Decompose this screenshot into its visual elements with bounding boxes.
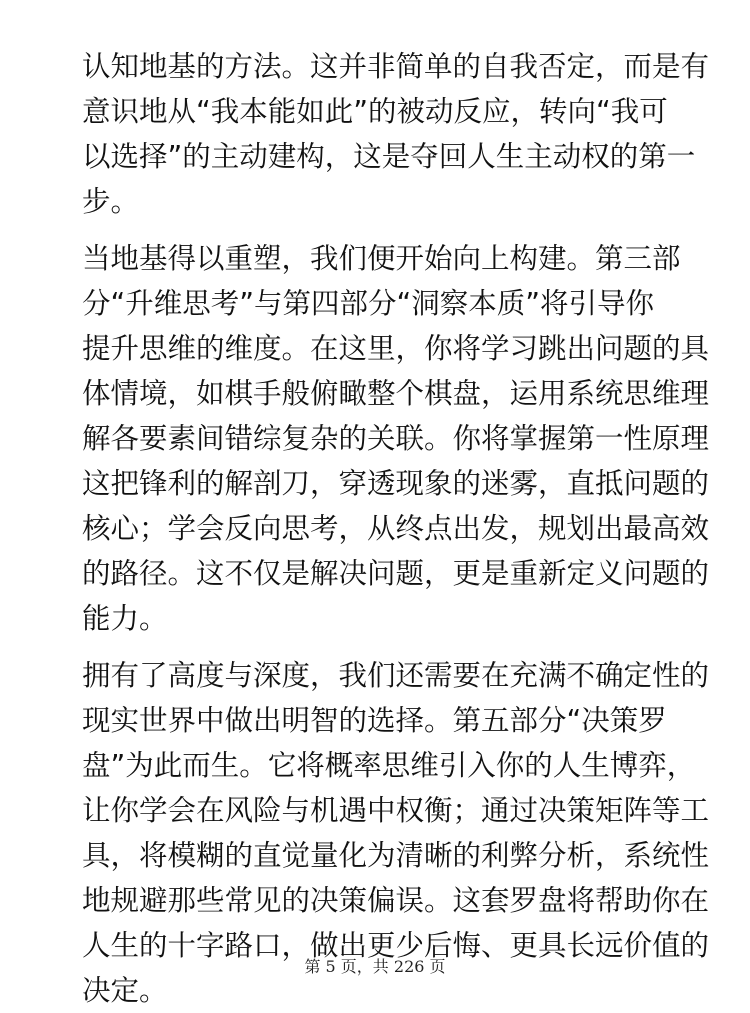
text-line: 提升思维的维度。在这里，你将学习跳出问题的具 — [82, 332, 710, 365]
text-line: 人生的十字路口，做出更少后悔、更具长远价值的 — [82, 929, 710, 962]
document-body — [82, 44, 710, 1013]
paragraph-1 — [82, 44, 710, 224]
text-line: 盘”为此而生。它将概率思维引入你的人生博弈， — [82, 749, 696, 782]
text-line: 认知地基的方法。这并非简单的自我否定，而是有 — [82, 50, 710, 83]
text-line: 能力。 — [82, 602, 168, 635]
text-line: 解各要素间错综复杂的关联。你将掌握第一性原理 — [82, 422, 710, 455]
text-line: 决定。 — [82, 974, 168, 1007]
text-line: 现实世界中做出明智的选择。第五部分“决策罗 — [82, 704, 667, 737]
text-line: 拥有了高度与深度，我们还需要在充满不确定性的 — [82, 659, 710, 692]
text-line: 核心；学会反向思考，从终点出发，规划出最高效 — [82, 512, 710, 545]
paragraph-spacer — [82, 641, 672, 653]
page-number-footer: 第 5 页，共 226 页 — [304, 957, 446, 976]
text-line: 这把锋利的解剖刀，穿透现象的迷雾，直抵问题的 — [82, 467, 710, 500]
text-line: 的路径。这不仅是解决问题，更是重新定义问题的 — [82, 557, 710, 590]
text-line: 当地基得以重塑，我们便开始向上构建。第三部 — [82, 242, 681, 275]
text-line: 步。 — [82, 185, 140, 218]
text-line: 让你学会在风险与机遇中权衡；通过决策矩阵等工 — [82, 794, 710, 827]
paragraph-2 — [82, 236, 710, 641]
text-line: 分“升维思考”与第四部分“洞察本质”将引导你 — [82, 287, 655, 320]
text-line: 具，将模糊的直觉量化为清晰的利弊分析，系统性 — [82, 839, 710, 872]
text-line: 意识地从“我本能如此”的被动反应，转向“我可 — [82, 95, 668, 128]
text-line: 体情境，如棋手般俯瞰整个棋盘，运用系统思维理 — [82, 377, 710, 410]
text-line: 地规避那些常见的决策偏误。这套罗盘将帮助你在 — [82, 884, 710, 917]
text-line: 以选择”的主动建构，这是夺回人生主动权的第一 — [82, 140, 696, 173]
paragraph-spacer — [82, 224, 672, 236]
